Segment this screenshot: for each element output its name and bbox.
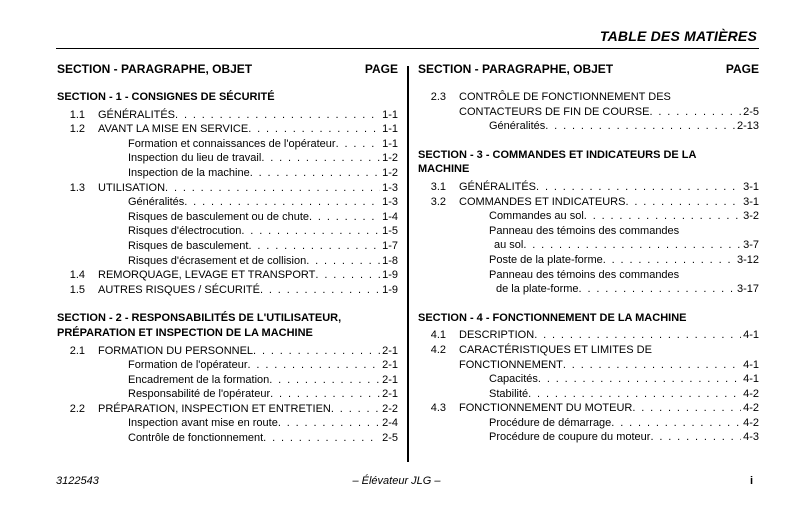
- toc-entry[interactable]: 1.2 AVANT LA MISE EN SERVICE . . . 1-1: [57, 122, 398, 137]
- page-heading-label: PAGE: [725, 62, 759, 76]
- section-1-title: SECTION - 1 - CONSIGNES DE SÉCURITÉ: [57, 91, 275, 103]
- section-3-title-line2: MACHINE: [418, 163, 470, 176]
- toc-entry[interactable]: 3.1 GÉNÉRALITÉS . . . 3-1: [418, 180, 759, 195]
- toc-entry[interactable]: 2.2 PRÉPARATION, INSPECTION ET ENTRETIEN . . . 2-2: [57, 402, 398, 417]
- section-2-title-line2: PRÉPARATION ET INSPECTION DE LA MACHINE: [57, 326, 313, 339]
- toc-subentry[interactable]: Inspection de la machine . . . 1-2: [57, 166, 398, 181]
- toc-subentry[interactable]: Stabilité . . . 4-2: [418, 387, 759, 402]
- toc-subentry-continuation[interactable]: au sol . . . 3-7: [418, 238, 759, 253]
- section-4-title: SECTION - 4 - FONCTIONNEMENT DE LA MACHINE: [418, 311, 687, 324]
- toc-subentry[interactable]: Encadrement de la formation . . . 2-1: [57, 373, 398, 388]
- column-heading: [418, 62, 759, 80]
- toc-subentry[interactable]: Risques de basculement ou de chute . . . 1-4: [57, 210, 398, 225]
- toc-subentry[interactable]: Panneau des témoins des commandes: [489, 268, 680, 281]
- toc-entry[interactable]: 2.1 FORMATION DU PERSONNEL . . . 2-1: [57, 344, 398, 359]
- toc-subentry[interactable]: Risques d'électrocution . . . 1-5: [57, 224, 398, 239]
- section-2-title-line1: SECTION - 2 - RESPONSABILITÉS DE L'UTILISATEUR,: [57, 312, 342, 325]
- toc-entry[interactable]: 1.4 REMORQUAGE, LEVAGE ET TRANSPORT . . . 1-9: [57, 268, 398, 283]
- toc-subentry[interactable]: Généralités . . . 2-13: [418, 119, 759, 134]
- toc-subentry[interactable]: Risques de basculement . . . 1-7: [57, 239, 398, 254]
- toc-subentry[interactable]: Poste de la plate-forme . . . 3-12: [418, 253, 759, 268]
- section-3-title-line1: SECTION - 3 - COMMANDES ET INDICATEURS DE LA: [418, 148, 697, 161]
- toc-subentry[interactable]: Panneau des témoins des commandes: [489, 224, 680, 237]
- section-gap: [418, 134, 759, 148]
- toc-subentry[interactable]: Contrôle de fonctionnement . . . 2-5: [57, 431, 398, 446]
- section-2-title: [57, 311, 398, 340]
- heading-label: SECTION - PARAGRAPHE, OBJET: [57, 62, 253, 76]
- section-gap: [57, 297, 398, 311]
- page-number: i: [749, 475, 753, 487]
- toc-entry[interactable]: 1.3 UTILISATION . . . 1-3: [57, 181, 398, 196]
- toc-subentry[interactable]: Formation et connaissances de l'opérateur . . . 1-1: [57, 137, 398, 152]
- toc-subentry[interactable]: Risques d'écrasement et de collision . . . 1-8: [57, 254, 398, 269]
- toc-entry[interactable]: 4.2 CARACTÉRISTIQUES ET LIMITES DE: [430, 343, 652, 356]
- page-title: TABLE DES MATIÈRES: [599, 28, 757, 44]
- toc-subentry-continuation[interactable]: de la plate-forme . . . 3-17: [418, 282, 759, 297]
- toc-subentry[interactable]: Généralités . . . 1-3: [57, 195, 398, 210]
- section-gap: [418, 297, 759, 311]
- toc-subentry[interactable]: Procédure de coupure du moteur . . . 4-3: [418, 430, 759, 445]
- toc-subentry[interactable]: Inspection avant mise en route . . . 2-4: [57, 416, 398, 431]
- doc-number: 3122543: [56, 475, 99, 487]
- toc-subentry[interactable]: Capacités . . . 4-1: [418, 372, 759, 387]
- heading-label: SECTION - PARAGRAPHE, OBJET: [418, 62, 614, 76]
- toc-subentry[interactable]: Inspection du lieu de travail . . . 1-2: [57, 151, 398, 166]
- toc-subentry[interactable]: Formation de l'opérateur . . . 2-1: [57, 358, 398, 373]
- toc-entry-continuation[interactable]: CONTACTEURS DE FIN DE COURSE . . . 2-5: [418, 105, 759, 120]
- toc-subentry[interactable]: Procédure de démarrage . . . 4-2: [418, 416, 759, 431]
- toc-right-column: [418, 62, 759, 445]
- footer-title: – Élévateur JLG –: [352, 475, 441, 487]
- column-divider: [407, 66, 409, 462]
- toc-entry[interactable]: 2.3 CONTRÔLE DE FONCTIONNEMENT DES: [430, 91, 671, 103]
- page-heading-label: PAGE: [364, 62, 398, 76]
- toc-entry[interactable]: 4.3 FONCTIONNEMENT DU MOTEUR . . . 4-2: [418, 401, 759, 416]
- toc-entry[interactable]: 3.2 COMMANDES ET INDICATEURS . . . 3-1: [418, 195, 759, 210]
- toc-entry[interactable]: 4.1 DESCRIPTION . . . 4-1: [418, 328, 759, 343]
- column-heading: [57, 62, 398, 80]
- toc-entry-continuation[interactable]: FONCTIONNEMENT . . . 4-1: [418, 358, 759, 373]
- header-rule: [56, 48, 759, 49]
- toc-entry[interactable]: 1.5 AUTRES RISQUES / SÉCURITÉ . . . 1-9: [57, 283, 398, 298]
- toc-entry[interactable]: 1.1 GÉNÉRALITÉS . . . 1-1: [57, 108, 398, 123]
- toc-left-column: [57, 62, 398, 446]
- toc-subentry[interactable]: Commandes au sol . . . 3-2: [418, 209, 759, 224]
- section-3-title: [418, 148, 759, 177]
- toc-subentry[interactable]: Responsabilité de l'opérateur . . . 2-1: [57, 387, 398, 402]
